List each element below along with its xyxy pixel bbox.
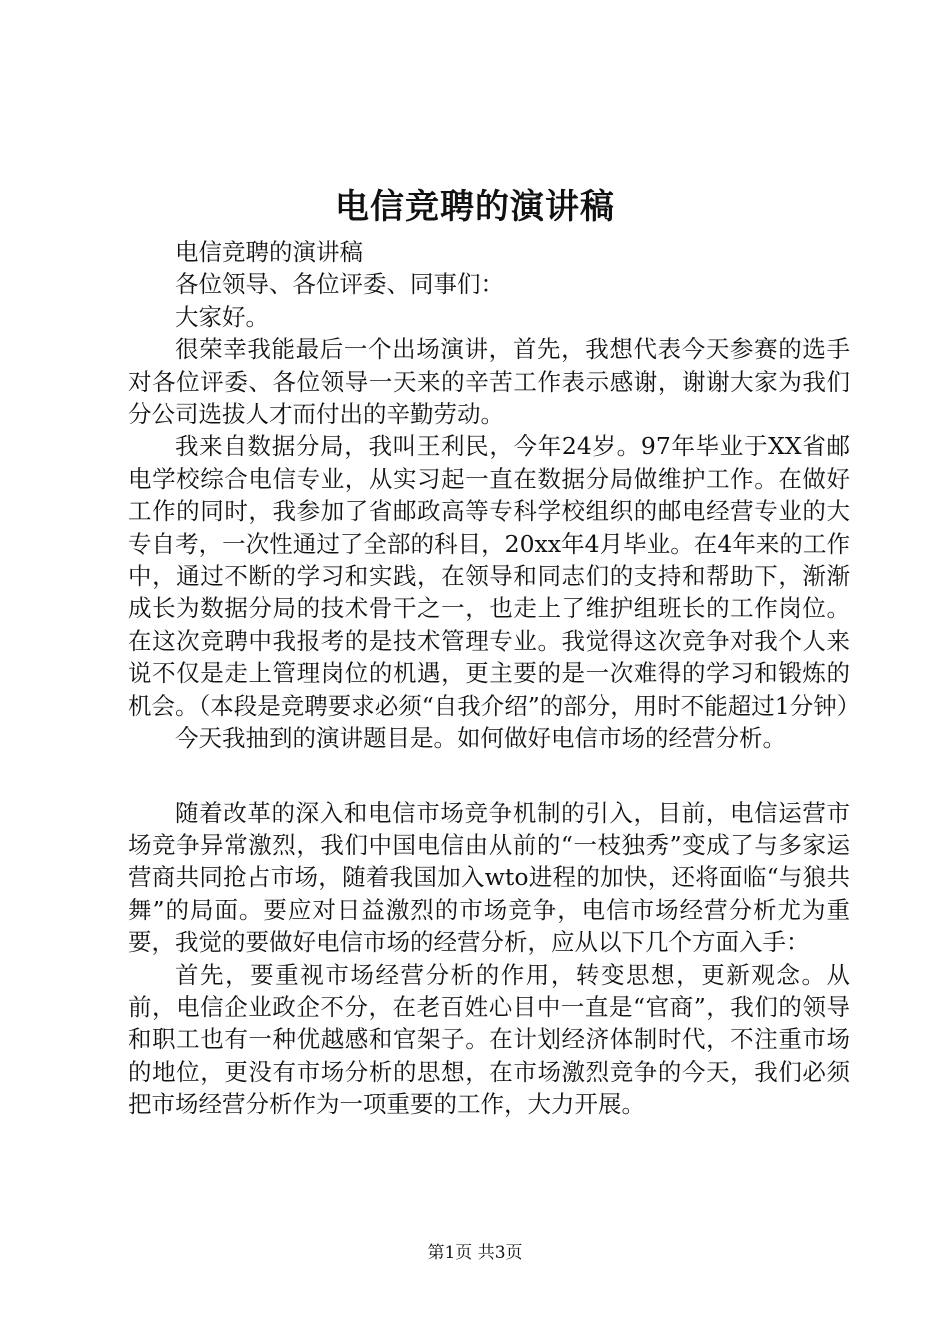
paragraph-greeting: 大家好。: [175, 302, 269, 331]
page-footer: 第1页 共3页: [427, 1243, 523, 1263]
paragraph-topic: 今天我抽到的演讲题目是。如何做好电信市场的经营分析。: [175, 724, 786, 753]
paragraph-thanks: 很荣幸我能最后一个出场演讲，首先，我想代表今天参赛的选手对各位评委、各位领导一天来的辛苦工作表示感谢，谢谢大家为我们分公司选拔人才而付出的辛勤劳动。: [128, 335, 850, 429]
paragraph-salutation: 各位领导、各位评委、同事们：: [175, 270, 504, 299]
paragraph-spacer: [128, 755, 850, 797]
paragraph-heading: 电信竞聘的演讲稿: [175, 238, 363, 266]
paragraph-market-background: 随着改革的深入和电信市场竞争机制的引入，目前，电信运营市场竞争异常激烈，我们中国电信由从前的“一枝独秀”变成了与多家运营商共同抢占市场，随着我国加入wto进程的加快，还将面临“与狼共舞”的局面。要应对日益激烈的市场竞争，电信市场经营分析尤为重要，我觉的要做好电信市场的经营分析，应从以下几个方面入手：: [128, 798, 850, 957]
paragraph-first-point: 首先，要重视市场经营分析的作用，转变思想，更新观念。从前，电信企业政企不分，在老百姓心目中一直是“官商”，我们的领导和职工也有一种优越感和官架子。在计划经济体制时代，不注重市场的地位，更没有市场分析的思想，在市场激烈竞争的今天，我们必须把市场经营分析作为一项重要的工作，大力开展。: [128, 960, 850, 1119]
document-body: [128, 236, 861, 1121]
document-title: 电信竞聘的演讲稿: [335, 187, 615, 227]
paragraph-self-introduction: 我来自数据分局，我叫王利民，今年24岁。97年毕业于XX省邮电学校综合电信专业，从实习起一直在数据分局做维护工作。在做好工作的同时，我参加了省邮政高等专科学校组织的邮电经营专业的大专自考，一次性通过了全部的科目，20xx年4月毕业。在4年来的工作中，通过不断的学习和实践，在领导和同志们的支持和帮助下，渐渐成长为数据分局的技术骨干之一，也走上了维护组班长的工作岗位。在这次竞聘中我报考的是技术管理专业。我觉得这次竞争对我个人来说不仅是走上管理岗位的机遇，更主要的是一次难得的学习和锻炼的机会。（本段是竞聘要求必须“自我介绍”的部分，用时不能超过1分钟）: [128, 432, 861, 720]
